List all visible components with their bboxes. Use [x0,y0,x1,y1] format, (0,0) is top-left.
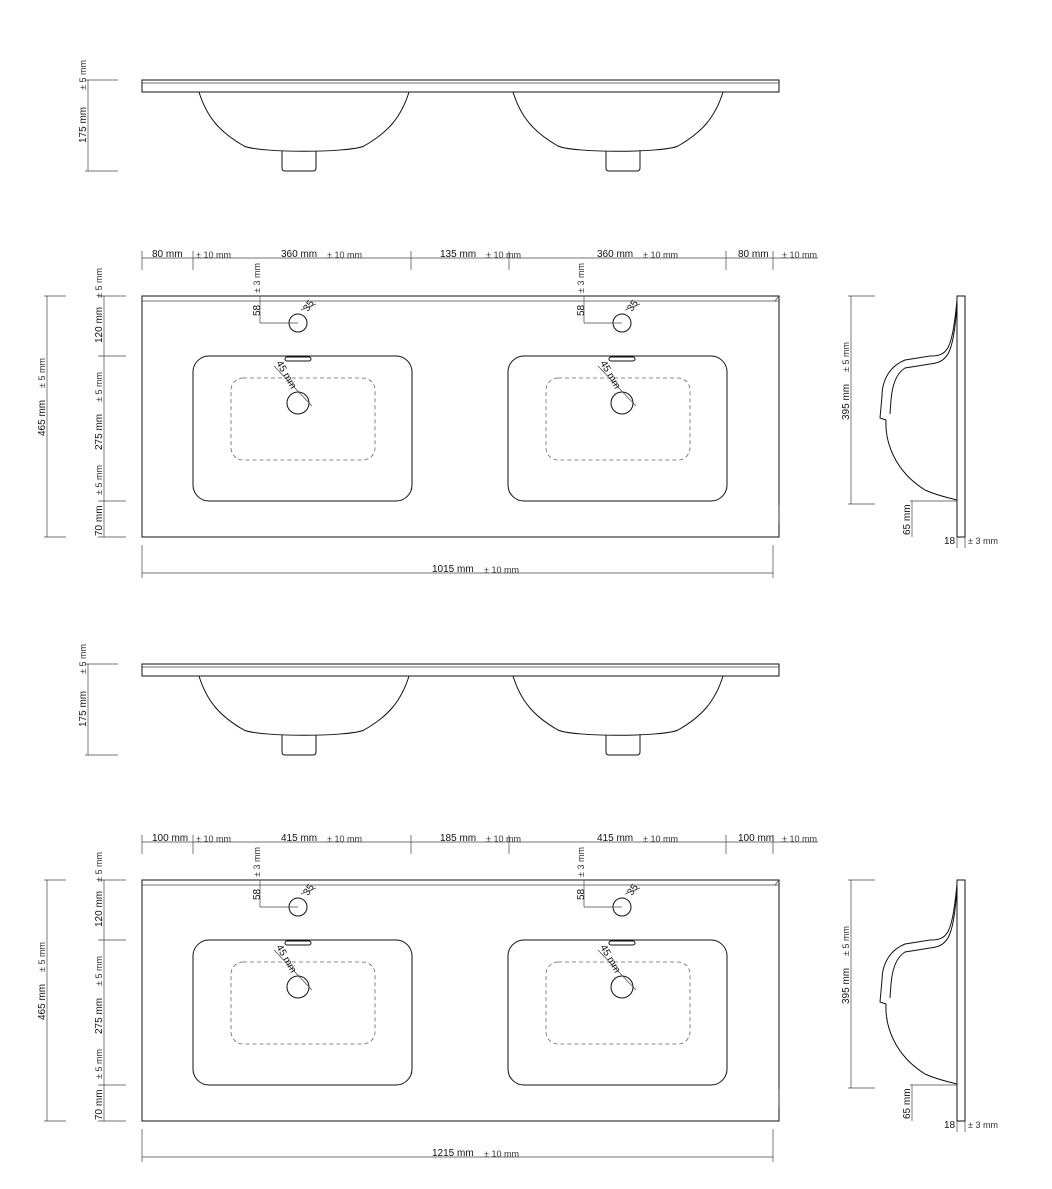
tap-offset-value-2: 58 [576,304,587,316]
side-height-tolerance: ± 5 mm [841,342,851,372]
tap-offset-value-1: 58 [252,888,263,900]
tap-hole-label-2: 35 [625,882,641,898]
front-height-tolerance: ± 5 mm [78,60,88,90]
width-tolerance-1: ± 10 mm [196,834,231,844]
top-offset-tolerance: ± 5 mm [94,268,104,298]
front-height-value: 175 mm [78,106,89,143]
side-panel [957,296,965,537]
tap-hole-label-1: 35 [301,882,317,898]
bottom-offset-tolerance: ± 5 mm [94,1049,104,1079]
width-value-5: 80 mm [738,249,769,260]
width-value-1: 80 mm [152,249,183,260]
width-tolerance-4: ± 10 mm [643,250,678,260]
drain-outlet-2 [606,735,640,755]
width-value-5: 100 mm [738,833,775,844]
width-value-2: 360 mm [281,249,318,260]
tap-offset-tolerance-2: ± 3 mm [576,847,586,877]
overall-width-value: 1215 mm [432,1148,474,1159]
side-bowl-inner [890,890,957,998]
bowl-profile-1 [199,92,409,151]
width-tolerance-2: ± 10 mm [327,834,362,844]
width-value-4: 360 mm [597,249,634,260]
bottom-offset-tolerance: ± 5 mm [94,465,104,495]
side-view [841,296,998,548]
tap-offset-value-1: 58 [252,304,263,316]
side-lip-value: 65 mm [902,1088,913,1119]
side-bowl-outer [880,884,957,1084]
tap-offset-tolerance-2: ± 3 mm [576,263,586,293]
tap-offset-tolerance-1: ± 3 mm [252,847,262,877]
side-height-value: 395 mm [841,383,852,420]
width-tolerance-2: ± 10 mm [327,250,362,260]
side-thickness-value: 18 [944,536,956,547]
width-value-2: 415 mm [281,833,318,844]
width-tolerance-1: ± 10 mm [196,250,231,260]
bottom-offset-value: 70 mm [94,505,105,536]
tap-offset-value-2: 58 [576,888,587,900]
side-thickness-value: 18 [944,1120,956,1131]
bowl-depth-value: 275 mm [94,997,105,1034]
width-tolerance-4: ± 10 mm [643,834,678,844]
depth-tolerance: ± 5 mm [37,358,47,388]
width-tolerance-3: ± 10 mm [486,834,521,844]
side-bowl-inner [890,306,957,414]
width-tolerance-3: ± 10 mm [486,250,521,260]
drain-outlet-1 [282,151,316,171]
front-height-tolerance: ± 5 mm [78,644,88,674]
drain-hole-label-2: 45 mm [597,359,623,391]
drain-outlet-2 [606,151,640,171]
plan-view [37,833,818,1162]
drain-hole-label-1: 45 mm [273,943,299,975]
width-tolerance-5: ± 10 mm [782,250,817,260]
depth-value: 465 mm [37,983,48,1020]
basin-drawing-1015 [37,60,998,578]
width-value-3: 135 mm [440,249,477,260]
tap-hole-label-1: 35 [301,298,317,314]
depth-value: 465 mm [37,399,48,436]
countertop-edge [142,80,779,92]
top-offset-tolerance: ± 5 mm [94,852,104,882]
overall-width-tolerance: ± 10 mm [484,565,519,575]
countertop-edge [142,664,779,676]
front-view [78,644,779,755]
bottom-offset-value: 70 mm [94,1089,105,1120]
depth-tolerance: ± 5 mm [37,942,47,972]
side-thickness-tolerance: ± 3 mm [968,1120,998,1130]
width-value-3: 185 mm [440,833,477,844]
width-tolerance-5: ± 10 mm [782,834,817,844]
bowl-profile-1 [199,676,409,735]
drain-outlet-1 [282,735,316,755]
front-height-value: 175 mm [78,690,89,727]
top-offset-value: 120 mm [94,890,105,927]
width-value-1: 100 mm [152,833,189,844]
drain-hole-label-2: 45 mm [597,943,623,975]
side-view [841,880,998,1132]
bowl-depth-tolerance: ± 5 mm [94,956,104,986]
side-height-tolerance: ± 5 mm [841,926,851,956]
side-lip-value: 65 mm [902,504,913,535]
bowl-depth-tolerance: ± 5 mm [94,372,104,402]
tap-offset-tolerance-1: ± 3 mm [252,263,262,293]
drain-hole-label-1: 45 mm [273,359,299,391]
side-thickness-tolerance: ± 3 mm [968,536,998,546]
side-panel [957,880,965,1121]
overall-width-tolerance: ± 10 mm [484,1149,519,1159]
tap-hole-label-2: 35 [625,298,641,314]
width-value-4: 415 mm [597,833,634,844]
plan-view [37,249,818,578]
front-view [78,60,779,171]
bowl-depth-value: 275 mm [94,413,105,450]
basin-drawing-1215 [37,644,998,1162]
side-bowl-outer [880,300,957,500]
overall-width-value: 1015 mm [432,564,474,575]
side-height-value: 395 mm [841,967,852,1004]
bowl-profile-2 [513,676,723,735]
top-offset-value: 120 mm [94,306,105,343]
bowl-profile-2 [513,92,723,151]
